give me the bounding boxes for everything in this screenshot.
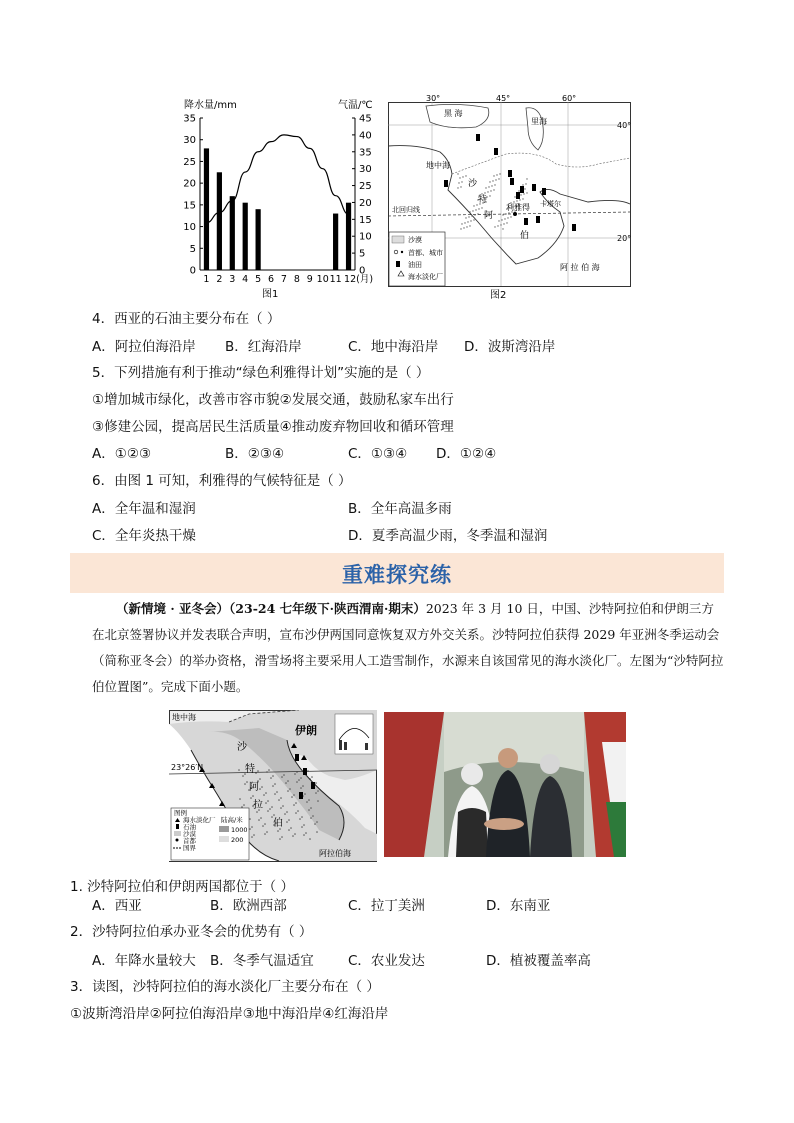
desert-dot — [281, 776, 283, 778]
precipitation-bar — [217, 172, 222, 270]
desert-dot — [502, 228, 503, 229]
desert-dot — [280, 797, 282, 799]
desert-dot — [281, 836, 283, 838]
desert-dot — [302, 785, 304, 787]
desert-dot — [460, 186, 461, 187]
desert-dot — [274, 793, 276, 795]
desert-dot — [315, 782, 317, 784]
desert-dot — [258, 819, 260, 821]
desert-dot — [277, 830, 279, 832]
desert-dot — [493, 175, 494, 176]
desert-dot — [291, 796, 293, 798]
desert-dot — [460, 228, 461, 229]
desert-dot — [457, 187, 458, 188]
q4-option-b[interactable]: B．红海沿岸 — [225, 339, 302, 355]
desert-dot — [458, 182, 459, 183]
left-axis-tick: 25 — [183, 156, 196, 168]
label-black-sea: 黑 海 — [444, 109, 463, 118]
desert-dot — [308, 799, 310, 801]
month-tick: 12(月) — [344, 274, 374, 285]
desert-dot — [287, 780, 289, 782]
lat-label: 20° — [617, 234, 632, 243]
desert-dot — [253, 834, 255, 836]
desert-dot — [270, 777, 272, 779]
desert-dot — [457, 173, 458, 174]
desert-dot — [465, 217, 466, 218]
right-axis-tick: 35 — [359, 147, 372, 159]
riyadh-marker — [513, 212, 517, 216]
desert-dot — [493, 189, 494, 190]
desert-dot — [472, 210, 473, 211]
desert-dot — [261, 786, 263, 788]
desert-dot — [465, 175, 466, 176]
desert-dot — [303, 824, 305, 826]
desert-dot — [308, 809, 310, 811]
q2-option-a[interactable]: A．年降水量较大 — [92, 953, 196, 969]
desert-dot — [242, 775, 244, 777]
desert-dot — [300, 777, 302, 779]
desert-dot — [490, 190, 491, 191]
desert-dot — [256, 811, 258, 813]
desert-dot — [276, 791, 278, 793]
q5-statement-1: ①增加城市绿化，改善市容市貌②发展交通，鼓励私家车出行 — [92, 392, 454, 408]
left-axis-title: 降水量/mm — [184, 100, 237, 111]
desert-dot — [262, 825, 264, 827]
question-5-stem: 5．下列措施有利于推动“绿色利雅得计划”实施的是（ ） — [92, 365, 430, 381]
desert-dot — [274, 783, 276, 785]
desert-dot — [520, 194, 521, 195]
desert-dot — [496, 174, 497, 175]
desert-dot — [489, 181, 490, 182]
desert-dot — [283, 774, 285, 776]
precipitation-bar — [333, 214, 338, 270]
lon-label: 60° — [562, 94, 577, 103]
q5-option-a[interactable]: A．①②③ — [92, 446, 152, 462]
legend-city: 首都、城市 — [408, 249, 443, 257]
month-tick: 2 — [216, 274, 223, 285]
desert-dot — [272, 775, 274, 777]
left-axis-tick: 5 — [189, 243, 196, 255]
legend-title: 图例 — [174, 809, 187, 817]
label-saudi: 阿 — [249, 782, 259, 793]
desert-dot — [481, 207, 482, 208]
desert-dot — [298, 779, 300, 781]
legend-capital: 首都 — [183, 837, 196, 845]
precipitation-bar — [256, 209, 261, 270]
month-tick: 10 — [316, 274, 329, 285]
right-axis-tick: 15 — [359, 214, 372, 226]
desert-dot — [484, 192, 485, 193]
desert-dot — [289, 788, 291, 790]
label-saudi: 沙 — [237, 742, 247, 753]
desert-dot — [485, 187, 486, 188]
q1-option-c[interactable]: C．拉丁美洲 — [348, 898, 425, 914]
desert-dot — [294, 773, 296, 775]
desert-dot — [526, 178, 527, 179]
desert-dot — [494, 226, 495, 227]
q6-option-a[interactable]: A．全年温和湿润 — [92, 501, 196, 517]
precipitation-bar — [230, 196, 235, 270]
desert-dot — [290, 827, 292, 829]
desert-dot — [463, 227, 464, 228]
intro-paragraph — [92, 596, 724, 700]
lon-label: 30° — [426, 94, 441, 103]
desert-dot — [306, 801, 308, 803]
figure1-caption: 图1 — [262, 289, 279, 300]
desert-dot — [495, 179, 496, 180]
desert-dot — [257, 770, 259, 772]
label-saudi: 沙 — [468, 179, 478, 189]
q2-option-c[interactable]: C．农业发达 — [348, 953, 425, 969]
left-axis-tick: 15 — [183, 200, 196, 212]
desert-dot — [467, 221, 468, 222]
desert-dot — [522, 198, 523, 199]
label-caspian: 里海 — [531, 117, 547, 126]
desert-dot — [267, 800, 269, 802]
label-mediterranean: 地中海 — [426, 161, 450, 170]
desert-dot — [293, 804, 295, 806]
month-tick: 9 — [306, 274, 313, 285]
desert-dot — [503, 223, 504, 224]
desert-dot — [273, 814, 275, 816]
signing-ceremony-photo — [384, 712, 626, 857]
desert-dot — [260, 817, 262, 819]
desert-dot — [526, 192, 527, 193]
desert-dot — [314, 823, 316, 825]
elevation-title: 陆高/米 — [221, 816, 243, 824]
elevation-200: 200 — [231, 836, 244, 844]
q5-statement-2: ③修建公园，提高居民生活质量④推动废弃物回收和循环管理 — [92, 419, 454, 435]
desert-dot — [266, 831, 268, 833]
left-axis-tick: 35 — [183, 113, 196, 125]
desert-dot — [288, 819, 290, 821]
desert-dot — [488, 186, 489, 187]
desert-dot — [304, 793, 306, 795]
desert-dot — [284, 813, 286, 815]
desert-dot — [295, 812, 297, 814]
desert-dot — [301, 826, 303, 828]
month-tick: 11 — [329, 274, 342, 285]
label-saudi: 伯 — [273, 818, 283, 829]
label-saudi: 伯 — [520, 231, 530, 241]
legend-desalination: 海水淡化厂 — [408, 273, 443, 281]
west-asia-map — [388, 94, 632, 302]
desert-dot — [508, 212, 509, 213]
desert-dot — [500, 224, 501, 225]
desert-dot — [265, 792, 267, 794]
desert-dot — [244, 783, 246, 785]
desert-dot — [487, 191, 488, 192]
right-axis-tick: 0 — [359, 265, 366, 277]
desert-dot — [288, 829, 290, 831]
desert-dot — [464, 222, 465, 223]
month-tick: 5 — [255, 274, 262, 285]
desert-dot — [316, 821, 318, 823]
desert-dot — [494, 184, 495, 185]
left-axis-tick: 30 — [183, 135, 196, 147]
desert-dot — [305, 832, 307, 834]
right-axis-tick: 30 — [359, 164, 372, 176]
desert-dot — [469, 225, 470, 226]
desert-dot — [296, 781, 298, 783]
label-iran: 伊朗 — [295, 724, 317, 737]
desert-dot — [259, 778, 261, 780]
desert-dot — [510, 216, 511, 217]
label-tropic: 23°26′N — [171, 763, 204, 772]
q4-option-c[interactable]: C．地中海沿岸 — [348, 339, 439, 355]
desert-dot — [497, 225, 498, 226]
right-axis-tick: 25 — [359, 181, 372, 193]
section-title: 重难探究练 — [342, 563, 452, 587]
desert-dot — [293, 794, 295, 796]
q4-option-d[interactable]: D．波斯湾沿岸 — [464, 339, 556, 355]
month-tick: 1 — [203, 274, 210, 285]
q2-option-b[interactable]: B．冬季气温适宜 — [210, 953, 314, 969]
question-3-stem: 3．读图，沙特阿拉伯的海水淡化厂主要分布在（ ） — [70, 979, 380, 995]
desert-dot — [271, 806, 273, 808]
desert-dot — [265, 802, 267, 804]
desert-dot — [462, 176, 463, 177]
desert-dot — [243, 804, 245, 806]
desert-dot — [470, 220, 471, 221]
legend-border: 国界 — [183, 844, 196, 852]
desert-dot — [473, 205, 474, 206]
desert-dot — [299, 818, 301, 820]
month-tick: 8 — [293, 274, 300, 285]
desert-dot — [312, 815, 314, 817]
saudi-location-map — [169, 710, 377, 862]
desert-dot — [295, 802, 297, 804]
desert-dot — [317, 800, 319, 802]
legend-desert: 沙漠 — [408, 236, 422, 244]
desert-dot — [300, 787, 302, 789]
desert-dot — [250, 797, 252, 799]
desert-dot — [317, 790, 319, 792]
lat-label: 40° — [617, 121, 632, 130]
elevation-1000: 1000 — [231, 826, 248, 834]
desert-dot — [523, 193, 524, 194]
figure2-caption: 图2 — [490, 290, 507, 301]
desert-dot — [516, 200, 517, 201]
q5-option-d[interactable]: D．①②④ — [436, 446, 497, 462]
desert-dot — [268, 769, 270, 771]
legend-oil: 石油 — [183, 823, 196, 831]
desert-dot — [461, 223, 462, 224]
desert-dot — [269, 808, 271, 810]
label-mediterranean: 地中海 — [172, 713, 196, 722]
question-6-stem: 6．由图 1 可知，利雅得的气候特征是（ ） — [92, 473, 352, 489]
right-axis-tick: 45 — [359, 113, 372, 125]
left-axis-tick: 0 — [189, 265, 196, 277]
desert-dot — [251, 836, 253, 838]
left-axis-tick: 10 — [183, 222, 196, 234]
desert-dot — [297, 810, 299, 812]
desert-dot — [514, 196, 515, 197]
month-tick: 6 — [268, 274, 275, 285]
intro-text: 2023 年 3 月 10 日，中国、沙特阿拉伯和伊朗三方在北京签署协议并发表联合声明，宣布沙伊两国同意恢复双方外交关系。沙特阿拉伯获得 2029 年亚洲冬季运动会（简称亚冬会）的举办资格，滑雪场将主要采用人工造雪制作，水源来自该国常见的海水淡化厂。左图为“沙特阿拉伯位置图”。完成下面小题。 — [92, 601, 724, 694]
desert-dot — [498, 178, 499, 179]
right-axis-tick: 40 — [359, 130, 372, 142]
desert-dot — [239, 798, 241, 800]
desert-dot — [303, 834, 305, 836]
desert-dot — [475, 209, 476, 210]
desert-dot — [466, 226, 467, 227]
question-4-stem: 4．西亚的石油主要分布在（ ） — [92, 311, 281, 327]
desert-dot — [522, 184, 523, 185]
precipitation-bar — [243, 203, 248, 270]
month-tick: 3 — [229, 274, 236, 285]
desert-dot — [251, 826, 253, 828]
desert-dot — [292, 835, 294, 837]
q6-option-d[interactable]: D．夏季高温少雨，冬季温和湿润 — [348, 528, 548, 544]
label-riyadh: 利雅得 — [506, 203, 530, 212]
q1-option-a[interactable]: A．西亚 — [92, 898, 142, 914]
desert-dot — [459, 177, 460, 178]
month-tick: 4 — [242, 274, 249, 285]
q1-option-d[interactable]: D．东南亚 — [486, 898, 551, 914]
label-arabian-sea: 阿拉伯海 — [319, 849, 351, 858]
q1-option-b[interactable]: B．欧洲西部 — [210, 898, 287, 914]
desert-dot — [489, 195, 490, 196]
q6-option-b[interactable]: B．全年高温多雨 — [348, 501, 452, 517]
desert-dot — [241, 806, 243, 808]
precipitation-bar — [204, 148, 209, 270]
desert-dot — [461, 181, 462, 182]
desert-dot — [282, 805, 284, 807]
legend-oil: 油田 — [408, 261, 422, 269]
q5-option-c[interactable]: C．①③④ — [348, 446, 408, 462]
desert-dot — [286, 811, 288, 813]
desert-dot — [504, 218, 505, 219]
desert-dot — [264, 823, 266, 825]
section-banner — [70, 553, 724, 593]
left-axis-tick: 20 — [183, 178, 196, 190]
climate-chart — [178, 96, 380, 302]
desert-dot — [286, 821, 288, 823]
desert-dot — [310, 817, 312, 819]
right-axis-tick: 20 — [359, 197, 372, 209]
desert-dot — [316, 831, 318, 833]
label-arabian-sea: 阿 拉 伯 海 — [560, 263, 600, 272]
desert-dot — [310, 807, 312, 809]
desert-dot — [518, 190, 519, 191]
desert-dot — [519, 199, 520, 200]
label-tropic: 北回归线 — [392, 206, 420, 214]
right-axis-tick: 10 — [359, 231, 372, 243]
desert-dot — [311, 776, 313, 778]
desert-dot — [285, 782, 287, 784]
question-2-stem: 2．沙特阿拉伯承办亚冬会的优势有（ ） — [70, 924, 313, 940]
desert-dot — [287, 790, 289, 792]
desert-dot — [491, 185, 492, 186]
label-saudi: 特 — [478, 195, 488, 205]
desert-dot — [525, 183, 526, 184]
desert-dot — [263, 794, 265, 796]
desert-dot — [506, 222, 507, 223]
desert-dot — [499, 173, 500, 174]
desert-dot — [468, 216, 469, 217]
desert-dot — [473, 219, 474, 220]
desert-dot — [264, 833, 266, 835]
legend-desert: 沙漠 — [183, 830, 196, 838]
desert-dot — [252, 795, 254, 797]
label-saudi: 特 — [245, 764, 255, 775]
desert-dot — [294, 833, 296, 835]
label-saudi: 拉 — [253, 800, 263, 811]
desert-dot — [502, 214, 503, 215]
legend-desalination: 海水淡化厂 — [183, 816, 216, 824]
desert-dot — [498, 220, 499, 221]
q6-option-c[interactable]: C．全年炎热干燥 — [92, 528, 196, 544]
desert-dot — [469, 211, 470, 212]
desert-dot — [249, 828, 251, 830]
desert-dot — [471, 215, 472, 216]
desert-dot — [249, 818, 251, 820]
intro-tag: （新情境 · 亚冬会）（23-24 七年级下·陕西渭南·期末） — [116, 601, 426, 616]
desert-dot — [478, 208, 479, 209]
desert-dot — [301, 816, 303, 818]
desert-dot — [524, 188, 525, 189]
desert-dot — [278, 799, 280, 801]
right-axis-title: 气温/℃ — [338, 100, 373, 111]
question-1-stem: 1. 沙特阿拉伯和伊朗两国都位于（ ） — [70, 879, 294, 895]
desert-dot — [272, 785, 274, 787]
desert-dot — [238, 769, 240, 771]
desert-dot — [507, 217, 508, 218]
desert-dot — [492, 180, 493, 181]
month-tick: 7 — [280, 274, 287, 285]
label-qatar: 卡塔尔 — [540, 200, 561, 208]
desert-dot — [315, 792, 317, 794]
q2-option-d[interactable]: D．植被覆盖率高 — [486, 953, 591, 969]
label-saudi: 阿 — [484, 211, 494, 221]
lon-label: 45° — [496, 94, 511, 103]
temperature-line — [206, 135, 348, 223]
right-axis-tick: 5 — [359, 248, 366, 260]
desert-dot — [259, 788, 261, 790]
q5-option-b[interactable]: B．②③④ — [225, 446, 285, 462]
desert-dot — [280, 807, 282, 809]
desert-dot — [267, 810, 269, 812]
desert-dot — [246, 781, 248, 783]
desert-dot — [309, 838, 311, 840]
q3-statements: ①波斯湾沿岸②阿拉伯海沿岸③地中海沿岸④红海沿岸 — [70, 1006, 389, 1022]
desert-dot — [279, 838, 281, 840]
desert-dot — [501, 219, 502, 220]
q4-option-a[interactable]: A．阿拉伯海沿岸 — [92, 339, 196, 355]
